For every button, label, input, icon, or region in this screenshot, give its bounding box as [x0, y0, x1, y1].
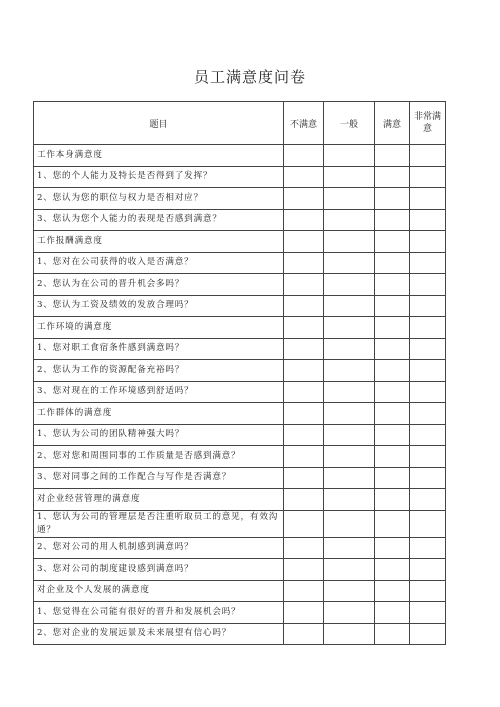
section-heading: 对企业及个人发展的满意度: [34, 580, 284, 602]
answer-cell-dissatisfied[interactable]: [284, 446, 324, 468]
answer-cell-very-satisfied[interactable]: [410, 360, 446, 382]
answer-cell-average[interactable]: [324, 424, 375, 446]
header-option-dissatisfied: 不满意: [284, 102, 324, 145]
header-option-satisfied: 满意: [375, 102, 410, 145]
page-title: 员工满意度问卷: [193, 68, 306, 86]
answer-cell-average[interactable]: [324, 188, 375, 210]
answer-cell-very-satisfied[interactable]: [410, 317, 446, 339]
answer-cell-very-satisfied[interactable]: [410, 295, 446, 317]
answer-cell-satisfied[interactable]: [375, 274, 410, 296]
answer-cell-dissatisfied[interactable]: [284, 274, 324, 296]
answer-cell-very-satisfied[interactable]: [410, 602, 446, 624]
answer-cell-average[interactable]: [324, 231, 375, 253]
answer-cell-very-satisfied[interactable]: [410, 209, 446, 231]
table-row: [34, 559, 446, 581]
answer-cell-satisfied[interactable]: [375, 252, 410, 274]
answer-cell-satisfied[interactable]: [375, 446, 410, 468]
answer-cell-dissatisfied[interactable]: [284, 510, 324, 537]
table-row: [34, 166, 446, 188]
answer-cell-very-satisfied[interactable]: [410, 403, 446, 425]
answer-cell-dissatisfied[interactable]: [284, 231, 324, 253]
answer-cell-dissatisfied[interactable]: [284, 360, 324, 382]
table-row: [34, 602, 446, 624]
answer-cell-very-satisfied[interactable]: [410, 145, 446, 167]
question-text: 3、您对现在的工作环境感到舒适吗？: [34, 381, 284, 403]
table-row: [34, 537, 446, 559]
answer-cell-dissatisfied[interactable]: [284, 317, 324, 339]
answer-cell-very-satisfied[interactable]: [410, 537, 446, 559]
answer-cell-very-satisfied[interactable]: [410, 489, 446, 511]
question-text: 2、您对企业的发展远景及未来展望有信心吗？: [34, 623, 284, 645]
answer-cell-dissatisfied[interactable]: [284, 489, 324, 511]
answer-cell-average[interactable]: [324, 602, 375, 624]
answer-cell-satisfied[interactable]: [375, 424, 410, 446]
answer-cell-average[interactable]: [324, 489, 375, 511]
answer-cell-satisfied[interactable]: [375, 209, 410, 231]
table-row: [34, 467, 446, 489]
answer-cell-satisfied[interactable]: [375, 467, 410, 489]
answer-cell-average[interactable]: [324, 145, 375, 167]
question-text: 3、您认为工资及绩效的发放合理吗？: [34, 295, 284, 317]
answer-cell-very-satisfied[interactable]: [410, 623, 446, 645]
table-row: [34, 381, 446, 403]
question-text: 3、您对同事之间的工作配合与写作是否满意？: [34, 467, 284, 489]
answer-cell-average[interactable]: [324, 446, 375, 468]
answer-cell-average[interactable]: [324, 252, 375, 274]
answer-cell-dissatisfied[interactable]: [284, 166, 324, 188]
table-row: [34, 580, 446, 602]
table-row: [34, 360, 446, 382]
question-text: 1、您认为公司的管理层是否注重听取员工的意见，有效沟通？: [34, 510, 284, 537]
answer-cell-dissatisfied[interactable]: [284, 537, 324, 559]
question-text: 1、您对在公司获得的收入是否满意？: [34, 252, 284, 274]
answer-cell-dissatisfied[interactable]: [284, 295, 324, 317]
question-text: 2、您认为在公司的晋升机会多吗？: [34, 274, 284, 296]
answer-cell-dissatisfied[interactable]: [284, 188, 324, 210]
survey-table: [33, 101, 446, 645]
table-row: [34, 317, 446, 339]
table-row: [34, 295, 446, 317]
answer-cell-satisfied[interactable]: [375, 188, 410, 210]
answer-cell-satisfied[interactable]: [375, 231, 410, 253]
answer-cell-average[interactable]: [324, 209, 375, 231]
answer-cell-very-satisfied[interactable]: [410, 252, 446, 274]
answer-cell-very-satisfied[interactable]: [410, 467, 446, 489]
answer-cell-satisfied[interactable]: [375, 317, 410, 339]
answer-cell-average[interactable]: [324, 510, 375, 537]
question-text: 2、您认为工作的资源配备充裕吗？: [34, 360, 284, 382]
question-text: 1、您认为公司的团队精神强大吗？: [34, 424, 284, 446]
table-row: [34, 510, 446, 537]
table-row: [34, 145, 446, 167]
header-option-very-satisfied: 非常满意: [410, 102, 446, 145]
answer-cell-very-satisfied[interactable]: [410, 559, 446, 581]
question-text: 1、您的个人能力及特长是否得到了发挥？: [34, 166, 284, 188]
answer-cell-satisfied[interactable]: [375, 489, 410, 511]
answer-cell-very-satisfied[interactable]: [410, 381, 446, 403]
table-row: [34, 489, 446, 511]
question-text: 1、您觉得在公司能有很好的晋升和发展机会吗？: [34, 602, 284, 624]
answer-cell-average[interactable]: [324, 295, 375, 317]
answer-cell-dissatisfied[interactable]: [284, 467, 324, 489]
answer-cell-dissatisfied[interactable]: [284, 623, 324, 645]
answer-cell-satisfied[interactable]: [375, 166, 410, 188]
answer-cell-satisfied[interactable]: [375, 295, 410, 317]
answer-cell-average[interactable]: [324, 467, 375, 489]
answer-cell-dissatisfied[interactable]: [284, 403, 324, 425]
answer-cell-very-satisfied[interactable]: [410, 188, 446, 210]
answer-cell-satisfied[interactable]: [375, 580, 410, 602]
answer-cell-very-satisfied[interactable]: [410, 231, 446, 253]
answer-cell-average[interactable]: [324, 537, 375, 559]
answer-cell-average[interactable]: [324, 559, 375, 581]
answer-cell-very-satisfied[interactable]: [410, 274, 446, 296]
header-row: [34, 102, 446, 145]
header-option-average: 一般: [324, 102, 375, 145]
answer-cell-satisfied[interactable]: [375, 602, 410, 624]
answer-cell-satisfied[interactable]: [375, 381, 410, 403]
answer-cell-dissatisfied[interactable]: [284, 145, 324, 167]
section-heading: 工作环境的满意度: [34, 317, 284, 339]
answer-cell-satisfied[interactable]: [375, 559, 410, 581]
answer-cell-satisfied[interactable]: [375, 623, 410, 645]
answer-cell-average[interactable]: [324, 403, 375, 425]
question-text: 3、您对公司的制度建设感到满意吗？: [34, 559, 284, 581]
table-row: [34, 252, 446, 274]
answer-cell-average[interactable]: [324, 381, 375, 403]
answer-cell-average[interactable]: [324, 360, 375, 382]
answer-cell-dissatisfied[interactable]: [284, 209, 324, 231]
answer-cell-very-satisfied[interactable]: [410, 166, 446, 188]
table-row: [34, 424, 446, 446]
question-text: 2、您对公司的用人机制感到满意吗？: [34, 537, 284, 559]
answer-cell-very-satisfied[interactable]: [410, 446, 446, 468]
table-row: [34, 623, 446, 645]
section-heading: 工作本身满意度: [34, 145, 284, 167]
answer-cell-satisfied[interactable]: [375, 360, 410, 382]
table-row: [34, 446, 446, 468]
header-question: 题目: [34, 102, 284, 145]
answer-cell-satisfied[interactable]: [375, 510, 410, 537]
answer-cell-average[interactable]: [324, 338, 375, 360]
question-text: 3、您认为您个人能力的表现是否感到满意？: [34, 209, 284, 231]
answer-cell-average[interactable]: [324, 580, 375, 602]
answer-cell-dissatisfied[interactable]: [284, 424, 324, 446]
answer-cell-satisfied[interactable]: [375, 145, 410, 167]
answer-cell-very-satisfied[interactable]: [410, 338, 446, 360]
answer-cell-dissatisfied[interactable]: [284, 338, 324, 360]
answer-cell-average[interactable]: [324, 274, 375, 296]
answer-cell-dissatisfied[interactable]: [284, 381, 324, 403]
answer-cell-dissatisfied[interactable]: [284, 602, 324, 624]
answer-cell-dissatisfied[interactable]: [284, 580, 324, 602]
answer-cell-satisfied[interactable]: [375, 403, 410, 425]
answer-cell-average[interactable]: [324, 317, 375, 339]
section-heading: 对企业经营管理的满意度: [34, 489, 284, 511]
answer-cell-average[interactable]: [324, 166, 375, 188]
answer-cell-dissatisfied[interactable]: [284, 252, 324, 274]
table-row: [34, 188, 446, 210]
answer-cell-satisfied[interactable]: [375, 338, 410, 360]
answer-cell-dissatisfied[interactable]: [284, 559, 324, 581]
table-row: [34, 338, 446, 360]
question-text: 2、您认为您的职位与权力是否相对应？: [34, 188, 284, 210]
answer-cell-very-satisfied[interactable]: [410, 580, 446, 602]
answer-cell-satisfied[interactable]: [375, 537, 410, 559]
section-heading: 工作群体的满意度: [34, 403, 284, 425]
section-heading: 工作报酬满意度: [34, 231, 284, 253]
answer-cell-very-satisfied[interactable]: [410, 424, 446, 446]
answer-cell-very-satisfied[interactable]: [410, 510, 446, 537]
table-row: [34, 403, 446, 425]
table-row: [34, 209, 446, 231]
table-row: [34, 274, 446, 296]
table-row: [34, 231, 446, 253]
question-text: 2、您对您和周围同事的工作质量是否感到满意？: [34, 446, 284, 468]
question-text: 1、您对职工食宿条件感到满意吗？: [34, 338, 284, 360]
answer-cell-average[interactable]: [324, 623, 375, 645]
